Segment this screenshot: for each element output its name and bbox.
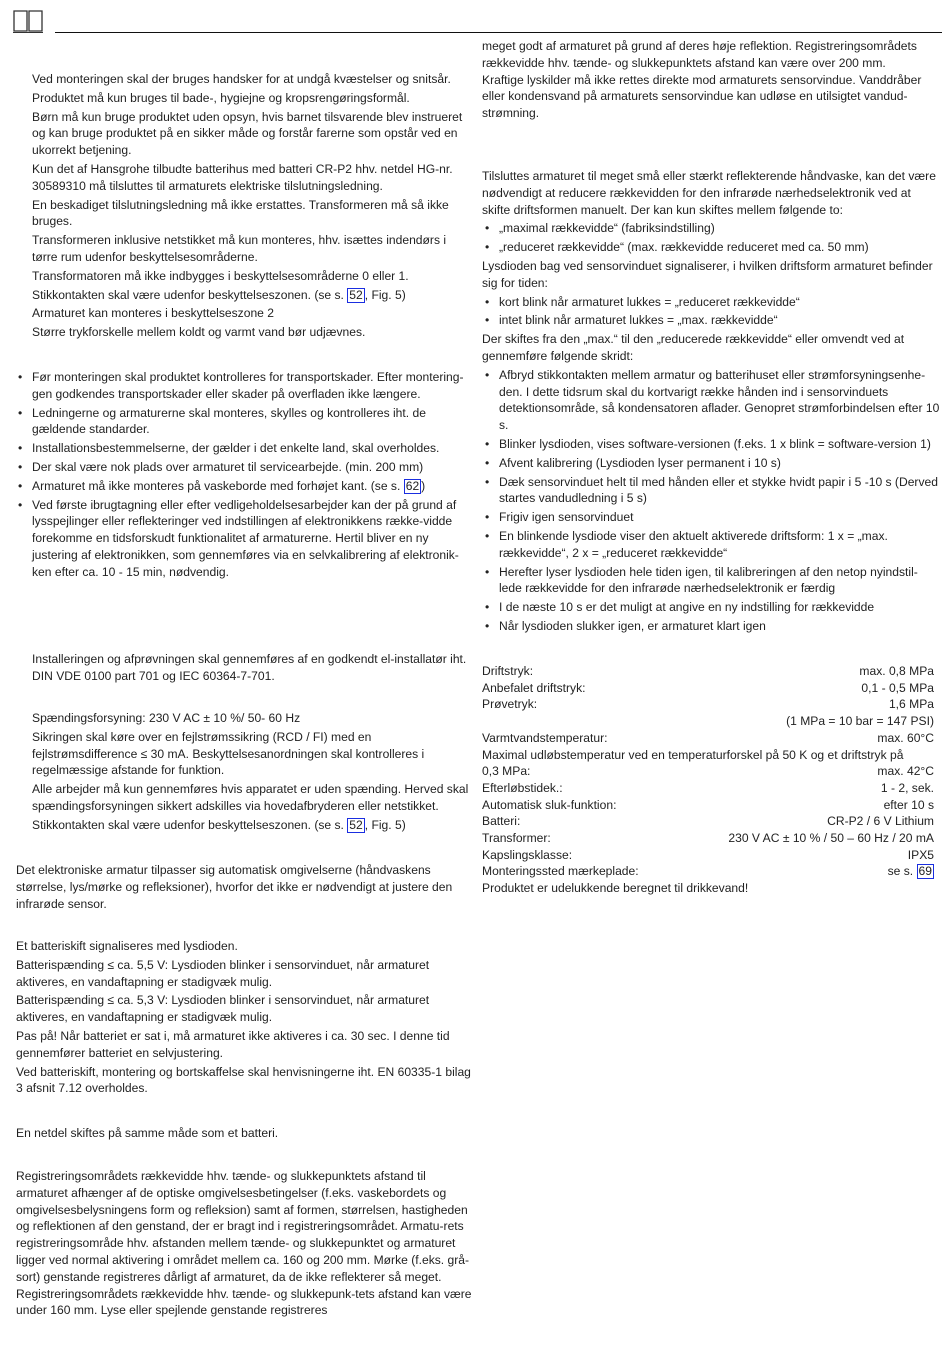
- mode-intro: Tilsluttes armaturet til meget små eller stærkt reflekterende håndvaske, kan det være nødvendigt at reducere rækkevidden for den infrarøde nærhedselektronik ved at skifte driftsformen manuelt. Der kan kun skiftes mellem følgende to:: [482, 169, 936, 217]
- page-ref-link[interactable]: 52: [349, 817, 363, 832]
- spec-value: max. 0,8 MPa: [859, 664, 934, 678]
- electric-para: Spændingsforsyning: 230 V AC ± 10 %/ 50- 60 Hz: [32, 711, 301, 725]
- battery-para: Ved batteriskift, montering og bortskaffelse skal henvisningerne iht. EN 60335-1 bilag 3 afsnit 7.12 overholdes.: [16, 1064, 471, 1096]
- safety-socket-para: Stikkontakten skal være udenfor beskyttelseszonen. (se s. 52 , Fig. 5): [32, 287, 406, 302]
- spec-label: Maximal udløbstemperatur ved en temperaturforskel på 50 K og et driftstryk på: [482, 747, 904, 762]
- list-item: • intet blink når armaturet lukkes = „max. rækkevidde“: [482, 312, 940, 329]
- safety-para: Produktet må kun bruges til bade-, hygiejne og kropsrengøringsformål.: [32, 90, 410, 105]
- electric-section-2: [0, 710, 474, 836]
- header-rule: [55, 32, 942, 33]
- range-para: Registreringsområdets rækkevidde hhv. tænde- og slukkepunktets afstand til armaturet afhænger af de optiske omgivelsesbetingelser (f.eks. vaskebordets og omgivelsesbelysningens form og refleksion) samt af formen, størrelsen, hastigheden og reflektionen af den genstand, der er bragt ind i registreringsområdet. Armatu-rets registreringsområde hhv. afstanden mellem tænde- og slukkepunktet og armaturet ligger ved normal aktivering i området mellem ca. 160 og 200 mm. Mørke (f.eks. grå-sort) genstande registreres dårligt af armaturet, da de ikke reflekterer så meget. Registreringsområdets rækkevidde hhv. tænde- og slukkepunk-tets afstand kan være under 160 mm. Lyse eller spejlende genstande registreres: [16, 1169, 472, 1318]
- electric-para: Installeringen og afprøvningen skal gennemføres af en godkendt el-installatør iht. DIN VDE 0100 part 701 og IEC 60364-7-701.: [32, 652, 467, 683]
- spec-value: CR-P2 / 6 V Lithium: [827, 814, 934, 829]
- range-continued: [482, 38, 940, 124]
- list-item: • Når lysdioden slukker igen, er armaturet klart igen: [482, 618, 940, 635]
- safety-para: Ved monteringen skal der bruges handsker for at undgå kvæstelser og snitsår.: [32, 72, 451, 86]
- list-item: • kort blink når armaturet lukkes = „reduceret rækkevidde“: [482, 294, 940, 311]
- spec-label: 0,3 MPa:: [482, 764, 531, 779]
- list-item: • Ledningerne og armaturerne skal monteres, skylles og kontrolleres iht. de gældende standarder.: [0, 405, 474, 439]
- battery-section: [0, 938, 474, 1099]
- spec-row: [482, 680, 934, 697]
- list-item: • Der skal være nok plads over armaturet til servicearbejde. (min. 200 mm): [0, 459, 474, 476]
- spec-label: Anbefalet driftstryk:: [482, 680, 586, 695]
- list-item: • Afbryd stikkontakten mellem armatur og batterihuset eller strømforsyningsenhe-den. I dette tidsrum skal du kortvarigt række hånden ind i sensorvinduets detektionsområde, så kondensatoren aflader. Genopret strømforbindelsen efter 10 s.: [482, 367, 940, 434]
- spec-label: Batteri:: [482, 814, 521, 829]
- safety-section: [0, 71, 474, 343]
- drinking-water-note: Produktet er udelukkende beregnet til drikkevand!: [482, 881, 749, 896]
- spec-row: [482, 763, 934, 780]
- safety-para: En beskadiget tilslutningsledning må ikke erstattes. Transformeren må så ikke bruges.: [32, 197, 449, 229]
- spec-row: [482, 730, 934, 747]
- battery-para: Batterispænding ≤ ca. 5,3 V: Lysdioden blinker i sensorvinduet, når armaturet aktiveres, en vandaftapning er stadigvæk mulig.: [16, 993, 430, 1025]
- safety-para: Armaturet kan monteres i beskyttelseszone 2: [32, 306, 274, 321]
- page-ref-link[interactable]: 62: [405, 478, 420, 493]
- steps-list: [482, 367, 940, 635]
- spec-value: max. 60°C: [877, 730, 934, 745]
- mode-list: [482, 220, 940, 256]
- list-item: • I de næste 10 s er det muligt at angive en ny indstilling for rækkevidde: [482, 599, 940, 616]
- sensor-auto-section: [0, 862, 474, 914]
- spec-label: Driftstryk:: [482, 664, 534, 678]
- spec-row: [482, 813, 934, 830]
- spec-label: Prøvetryk:: [482, 697, 538, 712]
- spec-value: 1,6 MPa: [888, 697, 934, 712]
- list-item: • Frigiv igen sensorvinduet: [482, 509, 940, 526]
- battery-para: Pas på! Når batteriet er sat i, må armaturet ikke aktiveres i ca. 30 sec. I denne tid gennemfører batteriet en selvjustering.: [16, 1028, 450, 1060]
- mode-section: [482, 168, 940, 637]
- electric-section: [0, 651, 474, 687]
- spec-row: [482, 863, 934, 880]
- spec-label: Monteringssted mærkeplade:: [482, 864, 639, 879]
- list-item: • Armaturet må ikke monteres på vaskeborde med forhøjet kant. (se s. 62 ): [0, 478, 474, 495]
- list-item: • En blinkende lysdiode viser den aktuelt aktiverede driftsform: 1 x = „max. rækkevidde“, 2 x = „reduceret rækkevidde“: [482, 528, 940, 562]
- battery-para: Et batteriskift signaliseres med lysdioden.: [16, 939, 238, 953]
- spec-value: IPX5: [907, 847, 934, 862]
- spec-row: [482, 847, 934, 864]
- spec-row: [482, 696, 934, 713]
- netdel-section: [0, 1125, 474, 1144]
- safety-para: Børn må kun bruge produktet uden opsyn, hvis barnet tilsvarende blev instrueret og kan bruge produktet på en sikker måde og forstår farerne som opstår ved en ukorrekt betjening.: [32, 109, 463, 158]
- spec-value: se s. 69: [887, 864, 932, 879]
- spec-value: efter 10 s: [883, 797, 934, 812]
- installation-list: [0, 369, 474, 583]
- spec-table: [482, 663, 934, 897]
- page-ref-link[interactable]: 69: [918, 864, 932, 879]
- spec-row: [482, 780, 934, 797]
- spec-label: Varmtvandstemperatur:: [482, 730, 608, 745]
- led-state-list: [482, 294, 940, 330]
- safety-para: Transformeren inklusive netstikket må kun monteres, hhv. isættes indendørs i tørre rum udenfor beskyttelsesområderne.: [32, 233, 447, 264]
- range-para: meget godt af armaturet på grund af deres høje reflektion. Registreringsområdets rækkevidde hhv. tænde- og slukkepunktets afstand kan være over 200 mm.: [482, 39, 917, 70]
- list-item: • Afvent kalibrering (Lysdioden lyser permanent i 10 s): [482, 455, 940, 472]
- list-item: • Herefter lyser lysdioden hele tiden igen, til kalibreringen af den netop nyindstil-lede rækkevidde for den infrarøde nærhedselektronik er færdig: [482, 564, 940, 598]
- switch-intro: Der skiftes fra den „max.“ til den „reducerede rækkevidde“ eller omvendt ved at gennemføre følgende skridt:: [482, 332, 905, 363]
- electric-para: Sikringen skal køre over en fejlstrømssikring (RCD / FI) med en fejlstrømsdifference ≤ 30 mA. Beskyttelsesanordningen skal kontrolleres i regelmæssige afstande for funktion.: [32, 729, 425, 778]
- book-icon: [12, 8, 44, 34]
- spec-row: [482, 663, 934, 680]
- safety-para: Transformatoren må ikke indbygges i beskyttelsesområderne 0 eller 1.: [32, 268, 409, 283]
- safety-para: Større trykforskelle mellem koldt og varmt vand bør udjævnes.: [32, 325, 366, 340]
- electric-para: Alle arbejder må kun gennemføres hvis apparatet er uden spænding. Herved skal spændingsforsyningen sikkert adskilles via hovedafbryderen eller netstikket.: [32, 782, 469, 813]
- list-item: • Dæk sensorvinduet helt til med hånden eller et stykke hvidt papir i 5 -10 s (Derved startes vandudledning i 5 s): [482, 474, 940, 508]
- list-item: • Installationsbestemmelserne, der gælder i det enkelte land, skal overholdes.: [0, 440, 474, 457]
- spec-label: Kapslingsklasse:: [482, 847, 573, 862]
- sensor-auto-para: Det elektroniske armatur tilpasser sig automatisk omgivelserne (håndvaskens størrelse, lys/mørke og refleksioner), hvorfor det ikke er nødvendigt at justere den infrarøde sensor.: [16, 863, 453, 911]
- spec-note: (1 MPa = 10 bar = 147 PSI): [786, 714, 934, 729]
- spec-label: Efterløbstidek.:: [482, 780, 563, 795]
- battery-para: Batterispænding ≤ ca. 5,5 V: Lysdioden blinker i sensorvinduet, når armaturet aktiveres, en vandaftapning er stadigvæk mulig.: [16, 957, 430, 989]
- led-intro: Lysdioden bag ved sensorvinduet signaliserer, i hvilken driftsform armaturet befinder sig for tiden:: [482, 258, 933, 290]
- spec-row: [482, 797, 934, 814]
- spec-value: 1 - 2, sek.: [880, 780, 934, 795]
- list-item: • Før monteringen skal produktet kontrolleres for transportskader. Efter montering-gen godkendes transportskader eller skader på overfladen ikke længere.: [0, 369, 474, 403]
- range-section: [0, 1168, 474, 1321]
- list-item: • „reduceret rækkevidde“ (max. rækkevidde reduceret med ca. 50 mm): [482, 239, 940, 256]
- page-ref-link[interactable]: 52: [349, 287, 363, 302]
- spec-value: 230 V AC ± 10 % / 50 – 60 Hz / 20 mA: [728, 831, 934, 846]
- spec-label: Transformer:: [482, 831, 551, 846]
- spec-value: 0,1 - 0,5 MPa: [861, 680, 934, 695]
- spec-value: max. 42°C: [877, 764, 934, 779]
- electric-socket-para: Stikkontakten skal være udenfor beskyttelseszonen. (se s. 52 , Fig. 5): [32, 817, 406, 832]
- netdel-para: En netdel skiftes på samme måde som et batteri.: [16, 1126, 279, 1140]
- spec-row: [482, 830, 934, 847]
- spec-label: Automatisk sluk-funktion:: [482, 797, 617, 812]
- list-item: • Ved første ibrugtagning eller efter vedligeholdelsesarbejder kan der på grund af lysspejlinger eller reflekteringer ved indstillingen af elektronikkens række-vidde forekomme en tidsforskudt funktionalitet af armaturerne. Hertil bliver en ny justering af elektronikken, som gennemføres via en selvkalibrering af elektronik-ken efter ca. 10 - 15 min, nødvendig.: [0, 497, 474, 581]
- list-item: • Blinker lysdioden, vises software-versionen (f.eks. 1 x blink = software-version 1): [482, 436, 940, 453]
- range-para: Kraftige lyskilder må ikke rettes direkte mod armaturets sensorvindue. Vanddråber eller kondensvand på armaturets sensorvindue kan udløse en utilsigtet vandud-strømning.: [482, 72, 922, 121]
- list-item: • „maximal rækkevidde“ (fabriksindstilling): [482, 220, 940, 237]
- safety-para: Kun det af Hansgrohe tilbudte batterihus med batteri CR-P2 hhv. netdel HG-nr. 30589310 må tilsluttes til armaturets elektriske tilslutningsledning.: [32, 161, 453, 193]
